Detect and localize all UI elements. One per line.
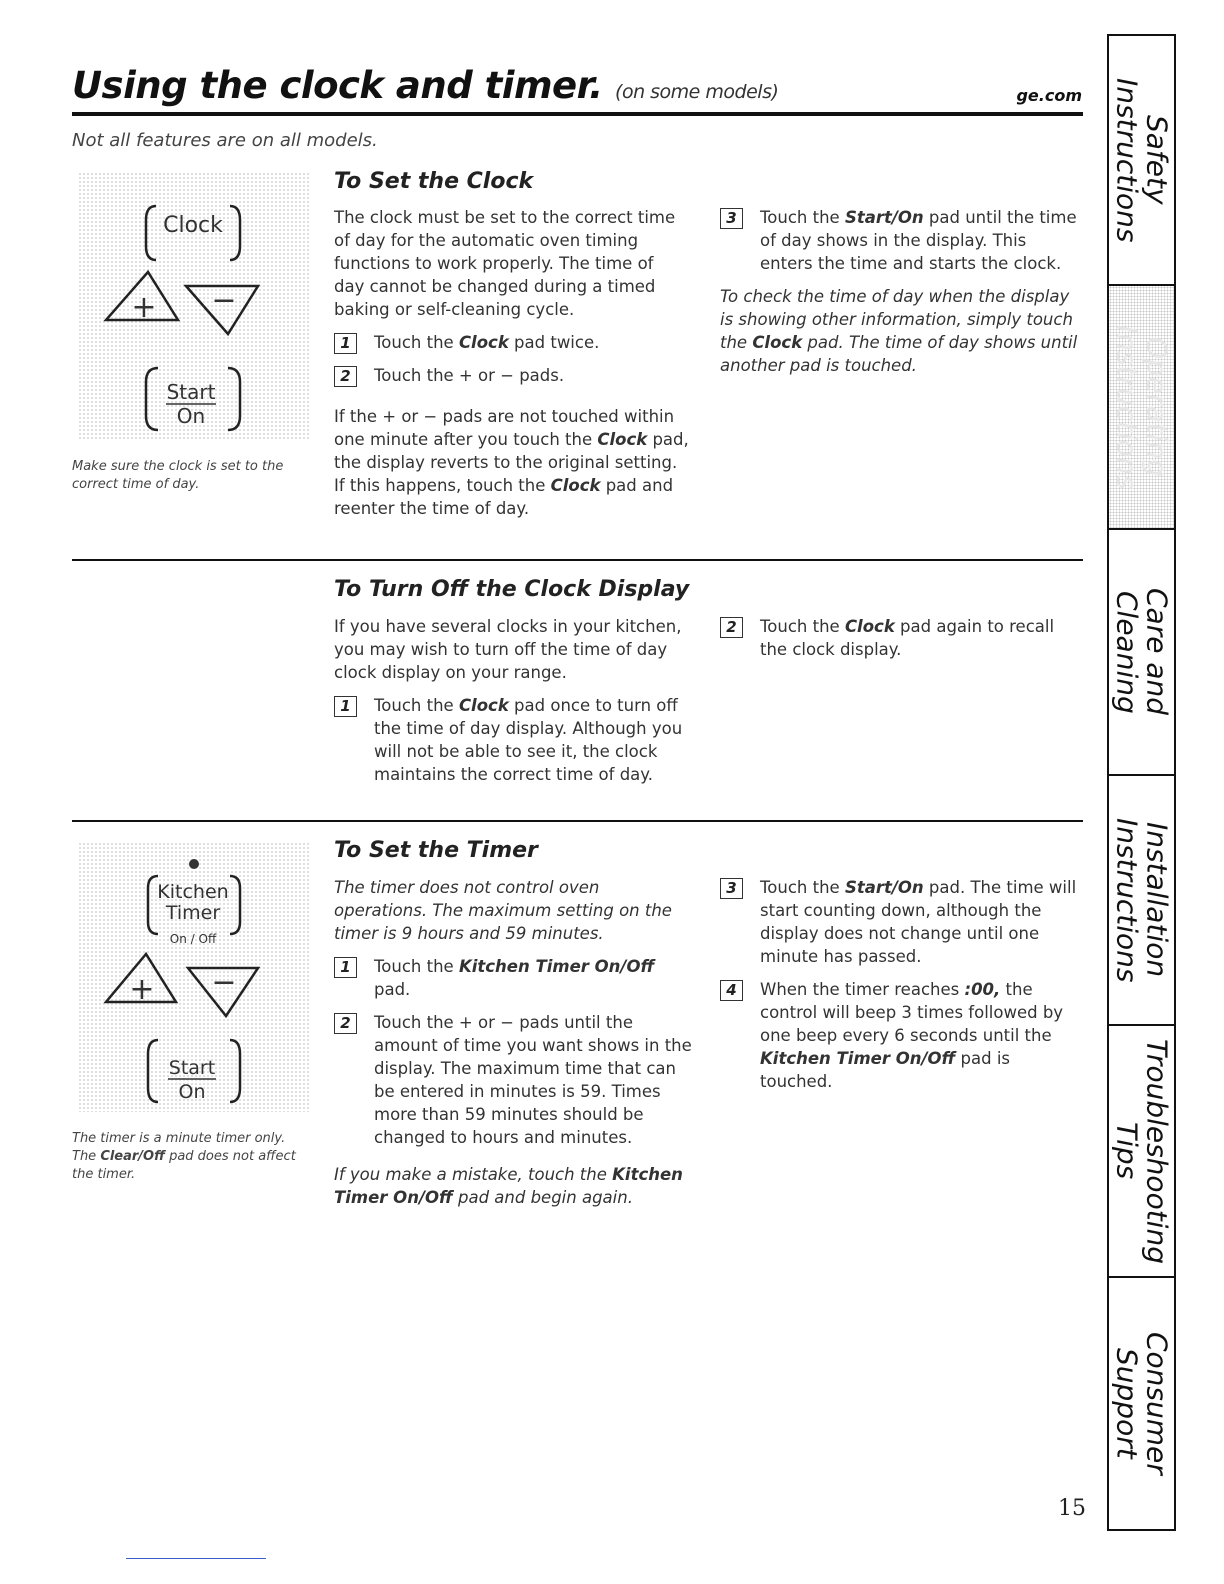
- turn-off-heading: To Turn Off the Clock Display: [334, 577, 690, 602]
- set-timer-step-3: 3 Touch the Start/On pad. The time will start counting down, although the display does not change until one minute has passed.: [720, 876, 1082, 968]
- section-divider: [72, 820, 1083, 822]
- timer-pad-label: Timer: [165, 902, 221, 924]
- set-timer-left-column: [334, 876, 694, 1219]
- set-clock-step-1: 1 Touch the Clock pad twice.: [334, 331, 689, 354]
- header-rule: [72, 112, 1083, 116]
- turn-off-left-column: [334, 615, 699, 796]
- section-divider: [72, 559, 1083, 561]
- step-number-1: 1: [334, 957, 357, 978]
- set-clock-intro: The clock must be set to the correct time of day for the automatic oven timing functions to work properly. The time of day cannot be changed during a timed baking or self-cleaning cycle.: [334, 208, 676, 319]
- step-number-2: 2: [720, 617, 743, 638]
- turn-off-step-1: 1 Touch the Clock pad once to turn off the time of day display. Although you will not be able to see it, the clock maintains the correct time of day.: [334, 694, 699, 786]
- clock-caption: Make sure the clock is set to the correct time of day.: [72, 459, 284, 492]
- timer-caption: The timer is a minute timer only. The Clear/Off pad does not affect the timer.: [72, 1131, 296, 1182]
- set-clock-heading: To Set the Clock: [334, 169, 534, 194]
- step-number-1: 1: [334, 696, 357, 717]
- set-clock-tip: To check the time of day when the display is showing other information, simply touch the Clock pad. The time of day shows until another pad is touched.: [720, 287, 1078, 375]
- indicator-light-icon: [189, 859, 199, 869]
- footer-line: [126, 1558, 266, 1559]
- tab-consumer-support[interactable]: Consumer Support: [1107, 1276, 1176, 1531]
- minus-pad[interactable]: −: [211, 965, 237, 1000]
- start-pad[interactable]: Start: [168, 1057, 216, 1079]
- start-pad[interactable]: Start: [166, 380, 216, 404]
- set-timer-right-column: [720, 876, 1082, 1103]
- plus-pad[interactable]: +: [131, 290, 157, 325]
- on-pad[interactable]: On: [176, 404, 206, 428]
- title-note: (on some models): [615, 81, 779, 103]
- turn-off-step-2: 2 Touch the Clock pad again to recall the clock display.: [720, 615, 1082, 661]
- set-clock-timeout-note: If the + or − pads are not touched within one minute after you touch the Clock pad, the display reverts to the original setting. If this happens, touch the Clock pad and reenter the time of day.: [334, 407, 689, 518]
- tab-care-and-cleaning[interactable]: Care and Cleaning: [1107, 528, 1176, 774]
- on-pad[interactable]: On: [178, 1081, 206, 1103]
- timer-pads-illustration: [78, 842, 310, 1112]
- step-number-1: 1: [334, 333, 357, 354]
- tab-installation-instructions[interactable]: Installation Instructions: [1107, 774, 1176, 1024]
- timer-control-panel: [78, 842, 310, 1112]
- page-number: 15: [1058, 1496, 1086, 1521]
- tab-troubleshooting-tips[interactable]: Troubleshooting Tips: [1107, 1024, 1176, 1276]
- set-timer-heading: To Set the Timer: [334, 838, 538, 863]
- turn-off-right-column: [720, 615, 1082, 671]
- set-timer-intro: The timer does not control oven operations. The maximum setting on the timer is 9 hours and 59 minutes.: [334, 878, 672, 943]
- tab-operating-instructions[interactable]: Operating Instructions: [1107, 284, 1176, 528]
- set-timer-mistake-note: If you make a mistake, touch the Kitchen Timer On/Off pad and begin again.: [334, 1165, 683, 1207]
- step-number-3: 3: [720, 208, 743, 229]
- tab-safety-instructions[interactable]: Safety Instructions: [1107, 34, 1176, 284]
- set-timer-step-2: 2 Touch the + or − pads until the amount of time you want shows in the display. The maximum time that can be entered in minutes is 59. Times more than 59 minutes should be changed to hours and minutes.: [334, 1011, 694, 1149]
- step-number-2: 2: [334, 366, 357, 387]
- plus-pad[interactable]: +: [129, 972, 155, 1007]
- minus-pad[interactable]: −: [211, 283, 237, 318]
- clock-pad[interactable]: Clock: [163, 213, 223, 238]
- step-number-3: 3: [720, 878, 743, 899]
- page-title: Using the clock and timer. (on some models): [72, 64, 779, 107]
- set-clock-step-2: 2 Touch the + or − pads.: [334, 364, 689, 387]
- step-number-4: 4: [720, 980, 743, 1001]
- step-number-2: 2: [334, 1013, 357, 1034]
- turn-off-intro: If you have several clocks in your kitchen, you may wish to turn off the time of day clock display on your range.: [334, 617, 682, 682]
- kitchen-timer-pad[interactable]: Kitchen: [157, 881, 229, 903]
- set-clock-left-column: [334, 206, 689, 530]
- page-subtitle: Not all features are on all models.: [72, 130, 378, 151]
- set-clock-step-3: 3 Touch the Start/On pad until the time of day shows in the display. This enters the time and starts the clock.: [720, 206, 1082, 275]
- clock-control-panel: [78, 172, 310, 440]
- clock-pads-illustration: [78, 172, 310, 440]
- on-off-label: On / Off: [169, 932, 217, 946]
- site-url[interactable]: ge.com: [1016, 86, 1082, 105]
- set-timer-step-4: 4 When the timer reaches :00, the control will beep 3 times followed by one beep every 6 seconds until the Kitchen Timer On/Off pad is touched.: [720, 978, 1082, 1093]
- set-clock-right-column: [720, 206, 1082, 387]
- set-timer-step-1: 1 Touch the Kitchen Timer On/Off pad.: [334, 955, 694, 1001]
